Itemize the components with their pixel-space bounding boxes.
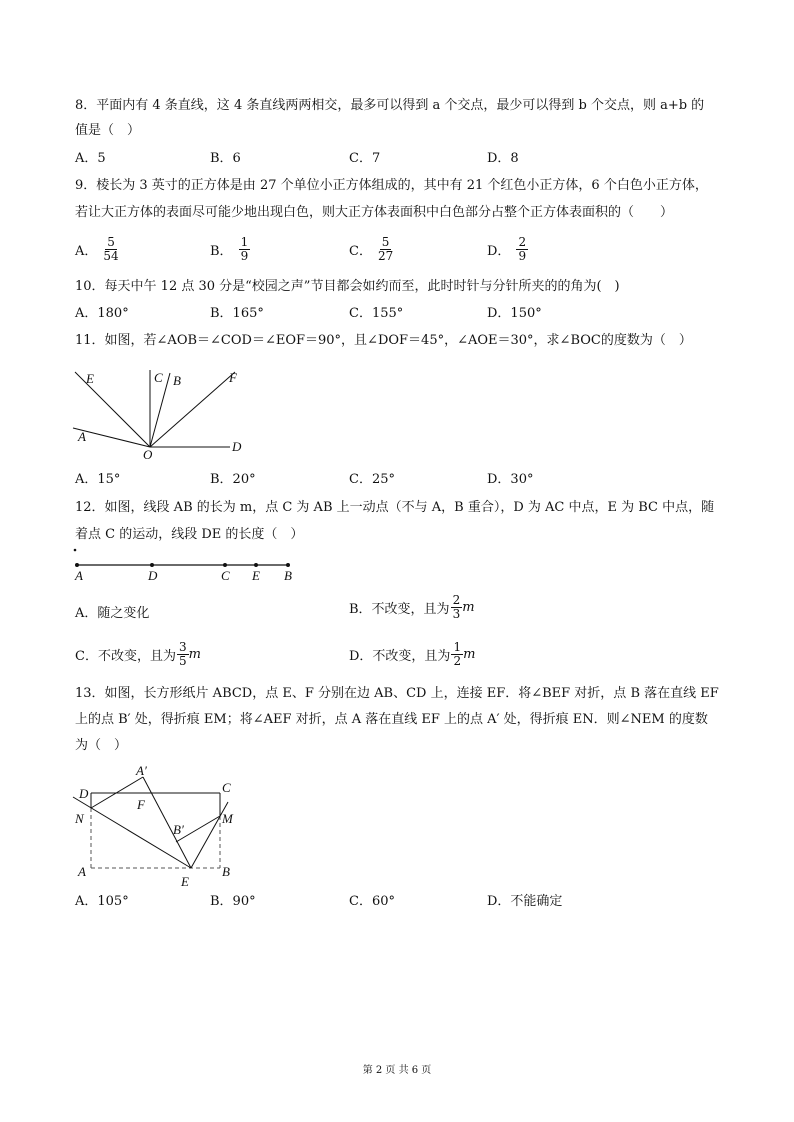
label-b: B <box>173 373 181 388</box>
denominator: 5 <box>178 654 187 668</box>
denominator: 9 <box>240 249 249 263</box>
stray-dot <box>74 549 76 551</box>
option-label: B．不改变，且为 <box>349 602 450 617</box>
numerator: 5 <box>107 235 115 249</box>
variable: m <box>463 647 476 662</box>
q13-option-c: C．60° <box>349 894 395 909</box>
variable: m <box>188 647 201 662</box>
option-label: A．随之变化 <box>75 606 150 621</box>
label-c: C <box>222 780 231 795</box>
q8-option-d: D．8 <box>487 151 519 166</box>
numerator: 3 <box>178 640 187 654</box>
denominator: 54 <box>103 249 119 263</box>
option-label: D．不改变，且为 <box>349 649 451 664</box>
q10-option-a: A．180° <box>75 306 129 321</box>
q10-option-d: D．150° <box>487 306 542 321</box>
denominator: 3 <box>452 607 461 621</box>
label-e: E <box>86 371 94 386</box>
label-b-prime: B′ <box>173 822 184 837</box>
label-m: M <box>222 811 233 826</box>
label-f: F <box>137 797 145 812</box>
line-ef <box>143 777 191 868</box>
label-d: D <box>148 568 158 583</box>
q11-option-a: A．15° <box>75 472 121 487</box>
point-b <box>287 564 290 567</box>
point-d <box>151 564 154 567</box>
q12-line-1: 12．如图，线段 AB 的长为 m，点 C 为 AB 上一动点（不与 A，B 重合），D 为 AC 中点，E 为 BC 中点，随 <box>75 500 715 515</box>
q11-option-c: C．25° <box>349 472 395 487</box>
denominator: 9 <box>518 249 527 263</box>
label-c: C <box>154 370 163 385</box>
q12-line-2: 着点 C 的运动，线段 DE 的长度（ ） <box>75 527 304 542</box>
q13-line-3: 为（ ） <box>75 738 128 753</box>
label-e: E <box>181 874 189 889</box>
q8-line-1: 8．平面内有 4 条直线，这 4 条直线两两相交，最多可以得到 a 个交点，最少可以得到 b 个交点，则 a+b 的 <box>75 98 705 113</box>
denominator: 27 <box>377 249 394 263</box>
label-e: E <box>252 568 260 583</box>
option-label: A． <box>75 244 98 259</box>
variable: m <box>462 600 475 615</box>
label-o: O <box>143 447 153 462</box>
label-d: D <box>79 786 89 801</box>
numerator: 2 <box>518 235 527 249</box>
page-footer: 第 2 页 共 6 页 <box>362 1065 432 1076</box>
q9-line-1: 9．棱长为 3 英寸的正方体是由 27 个单位小正方体组成的，其中有 21 个红色小正方体，6 个白色小正方体， <box>75 178 708 193</box>
q8-option-b: B．6 <box>210 151 241 166</box>
q13-line-1: 13．如图，长方形纸片 ABCD，点 E、F 分别在边 AB、CD 上，连接 EF．将∠BEF 对折，点 B 落在直线 EF <box>75 686 719 701</box>
option-label: C．不改变，且为 <box>75 649 176 664</box>
numerator: 2 <box>452 593 461 607</box>
label-b: B <box>284 568 292 583</box>
q11-line-1: 11．如图，若∠AOB＝∠COD＝∠EOF＝90°，且∠DOF＝45°，∠AOE＝30°，求∠BOC的度数为（ ） <box>75 333 692 348</box>
q11-option-b: B．20° <box>210 472 256 487</box>
q8-option-c: C．7 <box>349 151 381 166</box>
option-label: D． <box>487 244 511 259</box>
label-f: F <box>229 370 237 385</box>
numerator: 1 <box>453 640 462 654</box>
numerator: 1 <box>240 235 249 249</box>
numerator: 5 <box>381 235 390 249</box>
label-c: C <box>221 568 230 583</box>
option-label: C． <box>349 244 372 259</box>
q13-option-b: B．90° <box>210 894 256 909</box>
q12-segment-figure <box>74 549 289 566</box>
label-a-prime: A′ <box>136 763 147 778</box>
q13-option-d: D．不能确定 <box>487 894 563 909</box>
q10-option-b: B．165° <box>210 306 264 321</box>
label-a: A <box>78 429 86 444</box>
label-b: B <box>222 864 230 879</box>
q8-option-a: A．5 <box>75 151 106 166</box>
option-label: B． <box>210 244 233 259</box>
q10-option-c: C．155° <box>349 306 404 321</box>
point-c <box>224 564 227 567</box>
label-a: A <box>75 568 83 583</box>
q13-line-2: 上的点 B′ 处，得折痕 EM；将∠AEF 对折，点 A 落在直线 EF 上的点 A′ 处，得折痕 EN．则∠NEM 的度数 <box>75 712 708 727</box>
q8-line-2: 值是（ ） <box>75 123 141 138</box>
q9-line-2: 若让大正方体的表面尽可能少地出现白色，则大正方体表面积中白色部分占整个正方体表面积的（ ） <box>75 205 674 220</box>
q13-fold-figure <box>73 777 228 868</box>
denominator: 2 <box>453 654 462 668</box>
q10-line-1: 10．每天中午 12 点 30 分是“校园之声”节目都会如约而至，此时时针与分针所夹的的角为( ) <box>75 279 620 294</box>
point-e <box>255 564 258 567</box>
label-n: N <box>75 811 84 826</box>
point-a <box>76 564 79 567</box>
ray-of <box>150 372 235 447</box>
label-a: A <box>78 864 86 879</box>
q13-option-a: A．105° <box>75 894 129 909</box>
q11-option-d: D．30° <box>487 472 534 487</box>
label-d: D <box>232 439 242 454</box>
